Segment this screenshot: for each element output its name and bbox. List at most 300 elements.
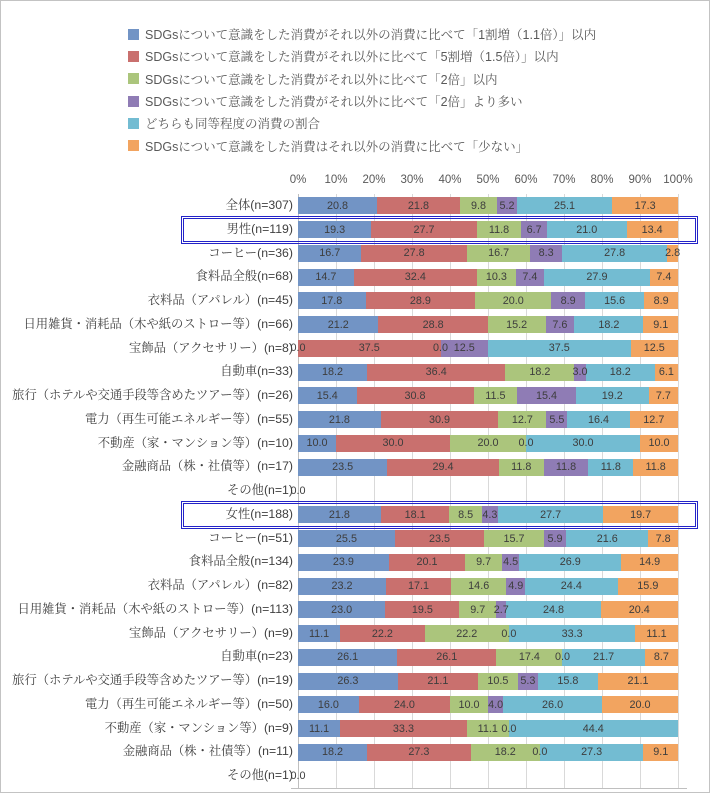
bar-segment — [381, 506, 450, 523]
bar-segment — [526, 435, 640, 452]
bar-value-label: 19.5 — [411, 603, 433, 616]
bar-row — [298, 387, 678, 404]
bar-value-label: 21.8 — [328, 508, 350, 521]
bar-segment — [298, 601, 385, 618]
category-label: 衣料品（アパレル）(n=82) — [147, 578, 293, 593]
bar-value-label: 0.0 — [554, 651, 570, 664]
bar-segment — [519, 554, 621, 571]
bar-segment — [357, 387, 474, 404]
bar-segment — [521, 221, 546, 238]
category-label: 電力（再生可能エネルギー等）(n=55) — [84, 411, 293, 426]
legend-label: SDGsについて意識をした消費はそれ以外の消費に比べて「少ない」 — [145, 139, 529, 154]
bar-row — [298, 530, 678, 547]
x-axis-tick: 60% — [514, 174, 538, 186]
bar-value-label: 20.0 — [502, 294, 524, 307]
category-label: 宝飾品（アクセサリー）(n=9) — [129, 625, 293, 640]
bar-row — [298, 601, 678, 618]
bar-segment — [585, 292, 644, 309]
bar-value-label: 11.1 — [477, 722, 498, 735]
bar-row — [298, 245, 681, 262]
bar-segment — [525, 578, 618, 595]
bar-segment — [649, 387, 678, 404]
bar-segment — [398, 673, 478, 690]
bar-value-label: 23.9 — [332, 556, 354, 569]
bar-segment — [516, 269, 544, 286]
bar-segment — [612, 197, 678, 214]
bar-segment — [298, 649, 397, 666]
bar-segment — [505, 364, 574, 381]
bar-value-label: 4.5 — [503, 556, 519, 569]
bar-segment — [298, 221, 371, 238]
bar-value-label: 14.6 — [468, 580, 490, 593]
bar-segment — [478, 673, 518, 690]
bar-value-label: 7.7 — [655, 389, 671, 402]
bar-segment — [298, 625, 340, 642]
bar-row — [298, 411, 678, 428]
bar-segment — [465, 554, 502, 571]
bar-value-label: 16.7 — [319, 247, 341, 260]
bar-value-label: 37.5 — [548, 342, 570, 355]
bar-segment — [509, 720, 678, 737]
category-label: 衣料品（アパレル）(n=45) — [147, 293, 293, 308]
legend-label: どちらも同等程度の消費の割合 — [145, 117, 321, 132]
bar-segment — [517, 197, 612, 214]
bar-segment — [298, 340, 441, 357]
bar-value-label: 9.1 — [653, 746, 669, 759]
gridline — [678, 194, 679, 788]
bar-segment — [361, 245, 467, 262]
bar-value-label: 2.7 — [493, 603, 509, 616]
bar-value-label: 0.0 — [501, 627, 517, 640]
bar-value-label: 4.3 — [482, 508, 498, 521]
category-label: コーヒー(n=36) — [208, 245, 293, 260]
bar-value-label: 28.9 — [409, 294, 431, 307]
bar-segment — [298, 316, 378, 333]
plot-area — [290, 194, 681, 788]
category-label: コーヒー(n=51) — [208, 530, 293, 545]
bar-value-label: 24.8 — [542, 603, 564, 616]
legend-swatch-icon — [128, 118, 139, 129]
category-label: 旅行（ホテルや交通手段等含めたツアー等）(n=26) — [12, 388, 293, 403]
bar-value-label: 17.4 — [518, 651, 540, 664]
bar-value-label: 19.2 — [601, 389, 623, 402]
bar-row — [298, 316, 678, 333]
bar-value-label: 15.7 — [503, 532, 525, 545]
bar-value-label: 11.1 — [308, 722, 330, 735]
bar-value-label: 0.0 — [532, 746, 548, 759]
bar-value-label: 9.8 — [470, 199, 486, 212]
bar-value-label: 21.1 — [627, 675, 649, 688]
bar-value-label: 11.1 — [646, 627, 667, 640]
bar-value-label: 32.4 — [404, 271, 426, 284]
category-label: 自動車(n=33) — [220, 364, 293, 379]
bar-segment — [598, 673, 678, 690]
bar-value-label: 5.3 — [520, 675, 536, 688]
bar-segment — [645, 649, 678, 666]
bar-segment — [389, 554, 465, 571]
bar-value-label: 10.5 — [487, 675, 509, 688]
category-label: 金融商品（株・社債等）(n=17) — [121, 459, 293, 474]
bar-value-label: 27.7 — [413, 223, 435, 236]
legend-swatch-icon — [128, 51, 139, 62]
bar-value-label: 8.3 — [538, 247, 554, 260]
bar-segment — [627, 221, 678, 238]
category-label: 不動産（家・マンション等）(n=10) — [97, 435, 293, 450]
x-axis-tick: 20% — [362, 174, 386, 186]
bar-value-label: 16.0 — [317, 698, 339, 711]
legend-label: SDGsについて意識をした消費がそれ以外に比べて「2倍」より多い — [145, 95, 523, 110]
bar-segment — [460, 197, 497, 214]
x-axis-tick: 0% — [289, 174, 307, 186]
x-axis-tick: 30% — [400, 174, 424, 186]
bar-segment — [477, 269, 516, 286]
bar-value-label: 24.4 — [560, 580, 582, 593]
x-axis-tick: 90% — [628, 174, 652, 186]
bar-value-label: 23.5 — [332, 461, 354, 474]
bar-segment — [517, 387, 576, 404]
bar-value-label: 10.0 — [648, 437, 670, 450]
bar-segment — [509, 625, 636, 642]
bar-segment — [395, 530, 484, 547]
legend-item — [128, 112, 596, 134]
bar-row — [298, 197, 678, 214]
bar-segment — [601, 601, 678, 618]
bar-value-label: 18.2 — [529, 366, 551, 379]
bar-value-label: 26.1 — [436, 651, 458, 664]
bar-value-label: 26.1 — [337, 651, 359, 664]
category-label: 自動車(n=23) — [220, 649, 293, 664]
bar-segment — [640, 435, 678, 452]
bar-segment — [298, 744, 367, 761]
legend-swatch-icon — [128, 140, 139, 151]
bar-segment — [635, 625, 677, 642]
bar-value-label: 21.8 — [328, 413, 350, 426]
bar-value-label: 9.7 — [470, 603, 486, 616]
bar-segment — [506, 578, 525, 595]
category-label: 食料品全般(n=68) — [195, 269, 293, 284]
bar-value-label: 21.2 — [327, 318, 349, 331]
x-axis-tick: 70% — [552, 174, 576, 186]
bar-segment — [497, 197, 517, 214]
bar-value-label: 8.7 — [653, 651, 669, 664]
bar-segment — [547, 221, 627, 238]
bar-segment — [450, 435, 526, 452]
legend-item — [128, 134, 596, 156]
bar-segment — [603, 506, 678, 523]
bar-segment — [621, 554, 678, 571]
bar-value-label: 37.5 — [358, 342, 380, 355]
bar-value-label: 0.0 — [290, 770, 306, 783]
bar-value-label: 19.3 — [324, 223, 346, 236]
legend-swatch-icon — [128, 96, 139, 107]
bar-value-label: 26.9 — [559, 556, 581, 569]
bar-value-label: 8.9 — [653, 294, 669, 307]
bar-value-label: 2.8 — [665, 247, 681, 260]
bar-value-label: 15.2 — [506, 318, 528, 331]
bar-segment — [544, 269, 650, 286]
bar-row — [298, 364, 678, 381]
category-label: 女性(n=188) — [225, 506, 293, 521]
bar-value-label: 8.5 — [458, 508, 474, 521]
bar-value-label: 28.8 — [422, 318, 444, 331]
bar-value-label: 9.7 — [476, 556, 492, 569]
bar-segment — [530, 245, 562, 262]
bar-segment — [551, 292, 585, 309]
bar-row — [298, 221, 678, 238]
legend-item — [128, 90, 596, 112]
bar-segment — [425, 625, 509, 642]
bar-value-label: 18.2 — [494, 746, 516, 759]
bar-segment — [451, 578, 506, 595]
bar-value-label: 15.8 — [557, 675, 579, 688]
bar-segment — [340, 625, 424, 642]
bar-segment — [576, 387, 649, 404]
bar-segment — [298, 292, 366, 309]
bar-value-label: 3.0 — [572, 366, 588, 379]
bar-value-label: 30.8 — [404, 389, 426, 402]
bar-segment — [546, 316, 575, 333]
bar-value-label: 22.2 — [371, 627, 393, 640]
bar-segment — [631, 340, 679, 357]
bar-segment — [298, 411, 381, 428]
bar-value-label: 27.8 — [403, 247, 425, 260]
bar-row — [298, 292, 678, 309]
bar-value-label: 7.6 — [552, 318, 568, 331]
bar-value-label: 23.5 — [429, 532, 451, 545]
bar-segment — [498, 506, 603, 523]
bar-value-label: 7.4 — [656, 271, 672, 284]
bar-segment — [298, 696, 359, 713]
bar-segment — [367, 364, 505, 381]
bar-value-label: 0.0 — [432, 342, 449, 355]
bar-value-label: 0.0 — [290, 485, 306, 497]
bar-value-label: 5.5 — [549, 413, 565, 426]
legend-item — [128, 45, 596, 67]
bar-value-label: 9.1 — [653, 318, 669, 331]
bar-segment — [544, 459, 589, 476]
bar-segment — [562, 649, 644, 666]
bar-value-label: 10.0 — [306, 437, 328, 450]
bar-segment — [371, 221, 476, 238]
bar-value-label: 30.0 — [382, 437, 404, 450]
bar-segment — [630, 411, 678, 428]
bar-value-label: 44.4 — [582, 722, 604, 735]
bar-segment — [572, 364, 588, 381]
bar-segment — [633, 459, 678, 476]
bar-segment — [546, 411, 567, 428]
bar-segment — [574, 316, 643, 333]
bar-value-label: 14.7 — [315, 271, 337, 284]
bar-row — [290, 768, 678, 785]
legend-label: SDGsについて意識をした消費がそれ以外の消費に比べて「1割増（1.1倍）」以内 — [145, 28, 597, 43]
bar-segment — [386, 578, 451, 595]
bar-segment — [298, 530, 395, 547]
bar-segment — [506, 601, 600, 618]
bar-segment — [477, 221, 522, 238]
x-axis-tick: 10% — [324, 174, 348, 186]
legend-swatch-icon — [128, 73, 139, 84]
bar-value-label: 17.3 — [634, 199, 656, 212]
category-label: 旅行（ホテルや交通手段等含めたツアー等）(n=19) — [12, 673, 293, 688]
bar-segment — [298, 459, 387, 476]
bar-segment — [298, 387, 357, 404]
bar-value-label: 6.7 — [526, 223, 542, 236]
bar-segment — [298, 578, 386, 595]
bar-value-label: 26.0 — [542, 698, 564, 711]
bar-value-label: 25.5 — [335, 532, 357, 545]
bar-value-label: 15.9 — [637, 580, 659, 593]
bar-segment — [540, 744, 644, 761]
category-label: 食料品全般(n=134) — [188, 554, 293, 569]
bar-value-label: 18.2 — [322, 366, 344, 379]
bar-segment — [602, 696, 678, 713]
bar-value-label: 15.6 — [604, 294, 626, 307]
category-label: その他(n=1) — [227, 483, 293, 498]
bar-segment — [482, 506, 498, 523]
bar-segment — [475, 292, 551, 309]
bar-segment — [650, 269, 678, 286]
legend — [128, 23, 596, 157]
bar-value-label: 25.1 — [554, 199, 576, 212]
bar-row — [298, 269, 678, 286]
bar-value-label: 6.1 — [658, 366, 674, 379]
bar-segment — [493, 601, 509, 618]
bar-value-label: 24.0 — [393, 698, 415, 711]
bar-value-label: 33.3 — [561, 627, 583, 640]
bar-row — [290, 340, 678, 357]
bar-segment — [471, 744, 540, 761]
bar-segment — [298, 720, 340, 737]
bar-value-label: 15.4 — [535, 389, 557, 402]
bar-value-label: 23.0 — [331, 603, 353, 616]
bar-segment — [387, 459, 499, 476]
bar-segment — [567, 411, 629, 428]
legend-label: SDGsについて意識をした消費がそれ以外に比べて「5割増（1.5倍）」以内 — [145, 50, 559, 65]
bar-value-label: 11.8 — [645, 461, 666, 474]
bar-value-label: 21.6 — [596, 532, 618, 545]
bar-value-label: 27.3 — [408, 746, 430, 759]
bar-value-label: 17.8 — [321, 294, 343, 307]
bar-value-label: 12.5 — [453, 342, 475, 355]
bar-value-label: 19.7 — [630, 508, 652, 521]
x-axis-tick: 80% — [590, 174, 614, 186]
bar-segment — [381, 411, 498, 428]
bar-value-label: 14.9 — [639, 556, 661, 569]
bar-value-label: 15.4 — [316, 389, 338, 402]
bar-segment — [298, 673, 398, 690]
bar-segment — [655, 364, 678, 381]
x-axis-tick: 100% — [663, 174, 693, 186]
bar-value-label: 7.4 — [522, 271, 538, 284]
category-label: その他(n=1) — [227, 768, 293, 783]
bar-segment — [467, 245, 530, 262]
bar-value-label: 0.0 — [518, 437, 534, 450]
bar-value-label: 10.0 — [458, 698, 480, 711]
bar-value-label: 7.8 — [655, 532, 671, 545]
bar-segment — [484, 530, 544, 547]
category-label: 電力（再生可能エネルギー等）(n=50) — [84, 696, 293, 711]
bar-value-label: 18.1 — [404, 508, 426, 521]
bar-segment — [298, 506, 381, 523]
legend-item — [128, 68, 596, 90]
x-axis-line — [291, 788, 687, 789]
bar-segment — [385, 601, 459, 618]
bar-segment — [377, 197, 460, 214]
bar-value-label: 27.8 — [604, 247, 626, 260]
legend-swatch-icon — [128, 29, 139, 40]
bar-row — [298, 435, 678, 452]
category-label: 全体(n=307) — [225, 198, 293, 212]
bar-value-label: 21.0 — [576, 223, 598, 236]
bar-value-label: 30.0 — [572, 437, 594, 450]
bar-segment — [459, 601, 496, 618]
bar-value-label: 36.4 — [425, 366, 447, 379]
bar-segment — [618, 578, 678, 595]
bar-value-label: 8.9 — [560, 294, 576, 307]
bar-value-label: 27.7 — [540, 508, 562, 521]
bar-value-label: 11.8 — [555, 461, 577, 474]
bar-value-label: 21.1 — [427, 675, 449, 688]
bar-value-label: 11.8 — [600, 461, 621, 474]
x-axis-tick: 50% — [476, 174, 500, 186]
bar-segment — [366, 292, 476, 309]
bar-segment — [665, 245, 681, 262]
category-label: 不動産（家・マンション等）(n=9) — [104, 720, 293, 735]
bar-segment — [499, 459, 544, 476]
category-label: 日用雑貨・消耗品（木や紙のストロー等）(n=113) — [17, 601, 293, 616]
bar-value-label: 5.2 — [499, 199, 515, 212]
bar-value-label: 30.9 — [429, 413, 451, 426]
bar-segment — [544, 530, 566, 547]
category-label: 男性(n=119) — [226, 221, 293, 236]
bar-segment — [498, 411, 546, 428]
bar-row — [290, 483, 678, 500]
bar-value-label: 12.7 — [643, 413, 665, 426]
bar-value-label: 12.5 — [643, 342, 665, 355]
bar-value-label: 11.8 — [488, 223, 510, 236]
bar-row — [298, 459, 678, 476]
bar-row — [298, 625, 678, 642]
bar-value-label: 20.0 — [477, 437, 499, 450]
bar-value-label: 4.9 — [508, 580, 524, 593]
bar-value-label: 20.4 — [628, 603, 650, 616]
bar-row — [298, 506, 678, 523]
bar-row — [298, 744, 678, 761]
bar-segment — [336, 435, 450, 452]
bar-value-label: 11.8 — [511, 461, 532, 474]
category-label: 日用雑貨・消耗品（木や紙のストロー等）(n=66) — [23, 316, 293, 331]
bar-value-label: 13.4 — [641, 223, 663, 236]
bar-value-label: 29.4 — [432, 461, 454, 474]
bar-value-label: 5.9 — [547, 532, 563, 545]
bar-segment — [340, 720, 467, 737]
bar-value-label: 27.3 — [581, 746, 603, 759]
bar-segment — [367, 744, 471, 761]
bar-value-label: 12.7 — [511, 413, 533, 426]
bar-value-label: 21.7 — [593, 651, 615, 664]
bar-segment — [450, 696, 488, 713]
bar-row — [298, 720, 678, 737]
bar-value-label: 0.0 — [290, 342, 306, 355]
bar-segment — [502, 554, 519, 571]
bar-segment — [397, 649, 496, 666]
bar-row — [298, 578, 678, 595]
bar-segment — [538, 673, 598, 690]
bar-segment — [488, 696, 503, 713]
bar-segment — [298, 269, 354, 286]
bar-value-label: 11.5 — [485, 389, 506, 402]
bar-segment — [518, 673, 538, 690]
